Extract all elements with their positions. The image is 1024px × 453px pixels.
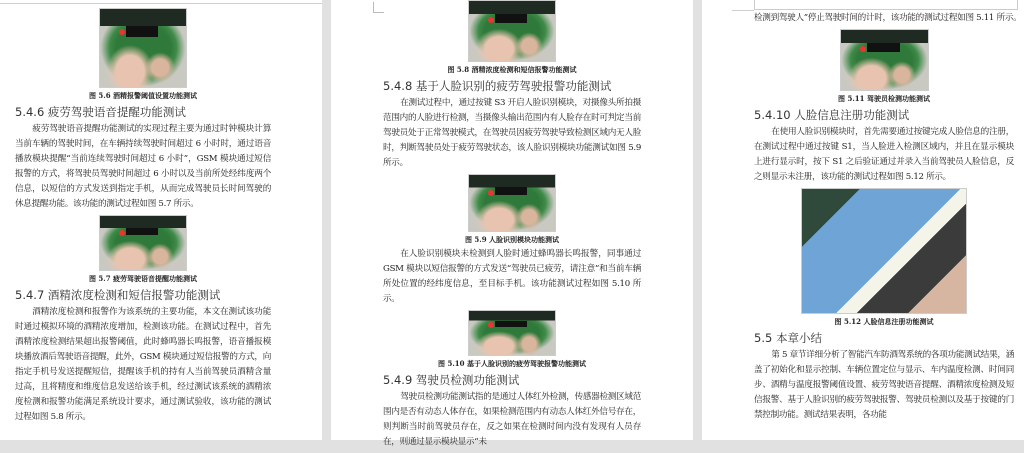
section-heading: 5.4.10 人脸信息注册功能测试 [754, 108, 910, 122]
section-heading: 5.4.6 疲劳驾驶语音提醒功能测试 [15, 105, 186, 119]
paragraph: 驾驶员检测功能测试指的是通过人体红外检测，传感器检测区域范围内是否有动态人体存在，如果检测范围内有动态人体红外信号存在，则判断当时前驾驶员存在，反之如果在检测时间内没有发现有人员存在，则通过显示模块显示“未 [383, 392, 641, 447]
figure-5-12-photo [801, 188, 967, 314]
figure-caption: 图 5.9 人脸识别模块功能测试 [464, 235, 560, 244]
section-heading: 5.4.7 酒精浓度检测和短信报警功能测试 [15, 288, 221, 302]
paragraph: 疲劳驾驶语音提醒功能测试的实现过程主要为通过时钟模块计算当前车辆的驾驶时间，在车辆持续驾驶时间超过 6 小时时，通过语音播放模块提醒“当前连续驾驶时间超过 6 小时”，GSM 模块通过短信报警的方式，将驾驶员驾驶时间超过 6 小时以及当前所处经纬度两个信息，以短信的方式发送到指定手机，从而完成驾驶员长时间驾驶的休息提醒功能。该功能的测试过程如图 5.7 所示。 [15, 124, 271, 209]
paragraph: 在使用人脸识别模块时，首先需要通过按键完成人脸信息的注册，在测试过程中通过按键 S1，当人脸进入检测区域内，并且在显示模块上进行显示时，按下 S1 之后验证通过并录入当前驾驶员人脸信息，反之则显示未注册，该功能的测试过程如图 5.12 所示。 [754, 127, 1014, 182]
figure-5-8-photo [468, 0, 556, 62]
paragraph-continued: 检测到驾驶人”停止驾驶时间的计时，该功能的测试过程如图 5.11 所示。 [754, 13, 1022, 23]
figure-caption: 图 5.6 酒精报警阈值设置功能测试 [88, 91, 198, 100]
section-heading: 5.5 本章小结 [754, 331, 822, 345]
figure-caption: 图 5.12 人脸信息注册功能测试 [834, 317, 934, 326]
page-3-content [754, 11, 1022, 426]
header-line [0, 3, 322, 4]
page-2-content [383, 0, 641, 453]
paragraph: 在人脸识别模块未检测到人脸时通过蜂鸣器长鸣报警，同事通过 GSM 模块以短信报警的方式发送“驾驶员已疲劳，请注意”和当前车辆所处位置的经纬度信息，至目标手机。该功能测试过程如图 5.10 所示。 [383, 249, 641, 304]
figure-caption: 图 5.7 疲劳驾驶语音提醒功能测试 [88, 274, 198, 283]
paragraph: 酒精浓度检测和报警作为该系统的主要功能，本文在测试该功能时通过模拟环境的酒精浓度增加，检测该功能。在测试过程中，首先酒精浓度检测结果超出报警阈值，此时蜂鸣器长鸣报警，语音播报模块播放酒后驾驶语音提醒，此外，GSM 模块通过短信报警的方式，向指定手机号发送提醒短信，提醒该手机的持有人当前驾驶员酒精含量过高，且将精度和维度信息发送给该手机，经过测试该系统的酒精浓度检测和报警功能满足系统设计要求，通过测试验收，该功能的测试过程如图 5.8 所示。 [15, 307, 271, 422]
figure-5-11-photo [840, 29, 929, 91]
document-page-1 [0, 0, 322, 440]
page-1-content [15, 8, 271, 428]
figure-caption: 图 5.8 酒精浓度检测和短信报警功能测试 [447, 65, 577, 74]
figure-5-10-photo [468, 310, 556, 356]
section-heading: 5.4.8 基于人脸识别的疲劳驾驶报警功能测试 [383, 79, 612, 93]
figure-5-7-photo [99, 215, 187, 271]
document-page-2 [331, 0, 693, 447]
figure-caption: 图 5.11 驾驶员检测功能测试 [838, 94, 930, 103]
paragraph: 在测试过程中，通过按键 S3 开启人脸识别模块，对摄像头所拍摄范围内的人脸进行检测，当摄像头输出范围内有人脸存在时可判定当前驾驶员处于正常驾驶模式，在驾驶员因疲劳驾驶导致检测区域内无人脸时，判断驾驶员处于疲劳驾驶状态，该人脸识别模块功能测试如图 5.9 所示。 [383, 98, 641, 168]
figure-5-9-photo [468, 174, 556, 232]
figure-5-6-photo [99, 8, 187, 88]
paragraph: 第 5 章节详细分析了智能汽车防酒驾系统的各项功能测试结果，涵盖了初始化和显示控制、车辆位置定位与显示、车内温度检测、时间同步、酒精与温度报警阈值设置、疲劳驾驶语音提醒、酒精浓度检测及短信报警、基于人脸识别的疲劳驾驶报警、驾驶员检测以及基于按键的门禁控制功能。测试结果表明，各功能 [754, 350, 1014, 420]
header-box [754, 0, 1018, 10]
figure-caption: 图 5.10 基于人脸识别的疲劳驾驶报警功能测试 [438, 359, 586, 368]
section-heading: 5.4.9 驾驶员检测功能测试 [383, 373, 520, 387]
document-page-3 [702, 0, 1024, 440]
header-line [732, 10, 754, 11]
